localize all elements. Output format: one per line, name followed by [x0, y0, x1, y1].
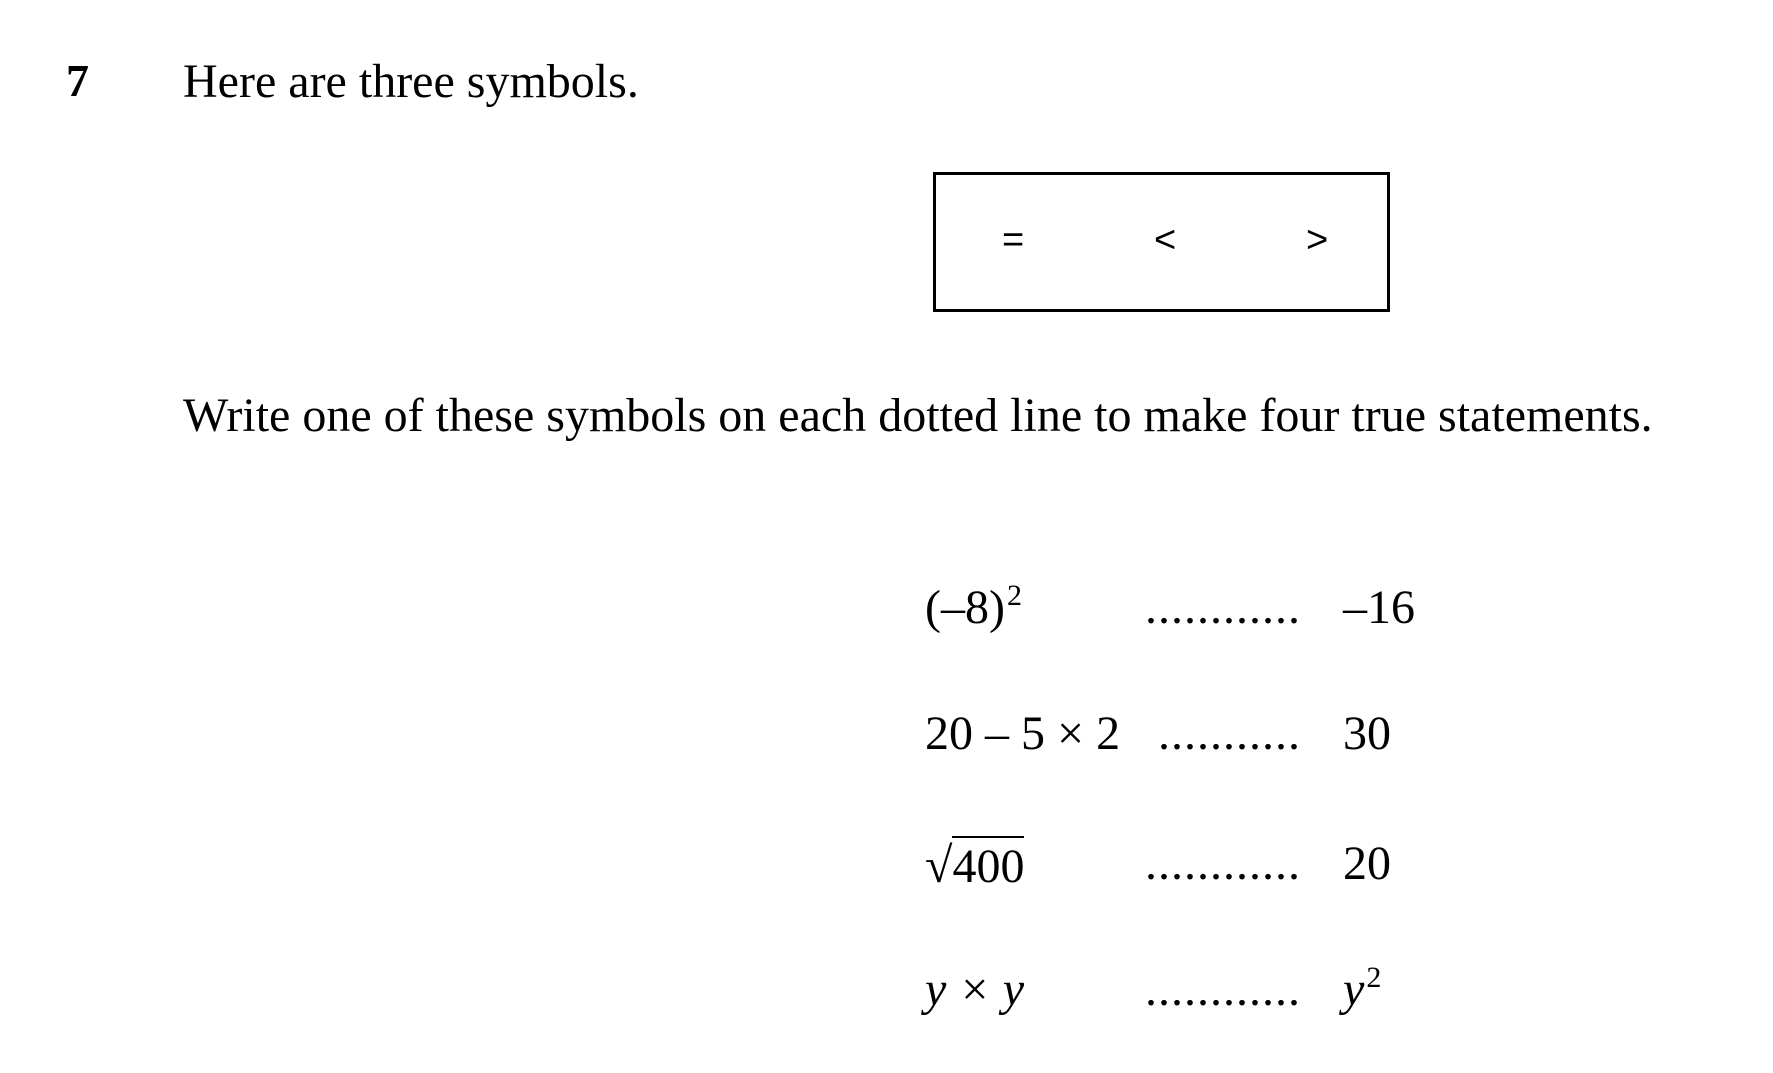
- greater-than-symbol: >: [1306, 219, 1329, 261]
- answer-dotted-line[interactable]: ...........: [1158, 707, 1301, 760]
- statement-lhs: [925, 837, 1025, 893]
- statement-lhs: 20 – 5 × 2: [925, 707, 1121, 760]
- question-instruction: Write one of these symbols on each dotted line to make four true statements.: [183, 389, 1653, 442]
- answer-dotted-line[interactable]: ............: [1145, 963, 1301, 1016]
- statement-rhs: –16: [1343, 581, 1415, 634]
- question-intro: Here are three symbols.: [183, 55, 639, 108]
- answer-dotted-line[interactable]: ............: [1145, 837, 1301, 890]
- square-root-expression: √400: [925, 837, 1025, 893]
- statement-lhs: y × y: [925, 963, 1024, 1016]
- statement-rhs: $y^2$: [1343, 961, 1382, 1016]
- statement-rhs: 20: [1343, 837, 1391, 890]
- symbol-box: [933, 172, 1390, 312]
- square-root-icon: √: [925, 837, 953, 893]
- question-number: 7: [66, 55, 89, 106]
- statement-lhs: $(-8)^2$: [925, 579, 1022, 634]
- equals-symbol: =: [1002, 219, 1025, 261]
- less-than-symbol: <: [1154, 219, 1177, 261]
- answer-dotted-line[interactable]: ............: [1145, 581, 1301, 634]
- statement-rhs: 30: [1343, 707, 1391, 760]
